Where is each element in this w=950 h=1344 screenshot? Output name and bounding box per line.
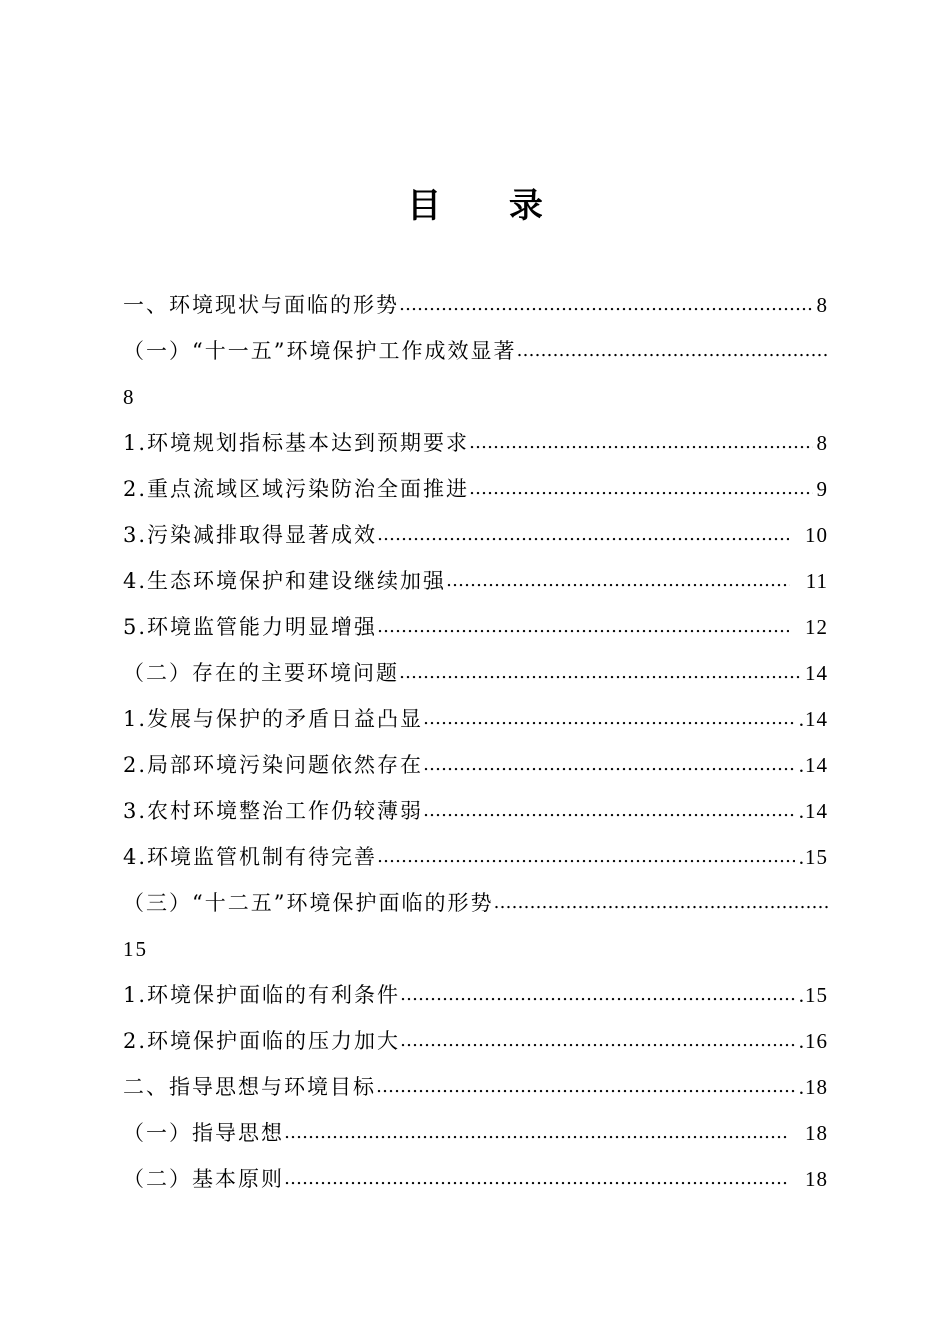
toc-entry-page: 9 [816,477,828,501]
toc-leader-dots [400,1025,795,1057]
toc-entry-text: 2.局部环境污染问题依然存在 [123,753,424,777]
toc-entry-text: 4.环境监管机制有待完善 [123,845,378,869]
toc-entry[interactable] [123,696,828,742]
toc-entry-page: .14 [798,753,828,777]
toc-leader-dots [469,473,812,505]
toc-entry[interactable] [123,1110,828,1156]
toc-entry-text: （二）存在的主要环境问题 [123,661,399,685]
toc-entry-page-wrap[interactable] [123,926,828,972]
page-title: 目 录 [407,186,571,226]
toc-entry[interactable] [123,834,828,880]
toc-entry[interactable] [123,972,828,1018]
toc-entry-text: （二）基本原则 [123,1167,284,1191]
toc-leader-dots [446,565,790,597]
toc-leader-dots [423,703,795,735]
toc-leader-dots [284,1117,789,1149]
toc-leader-dots [516,335,828,367]
toc-entry-page: .15 [798,845,828,869]
toc-entry-text: 3.农村环境整治工作仍较薄弱 [123,799,424,823]
toc-entry[interactable] [123,558,828,604]
toc-leader-dots [400,979,795,1011]
toc-entry-text: 1.发展与保护的矛盾日益凸显 [123,707,424,731]
toc-leader-dots [377,841,795,873]
toc-entry-text: 5.环境监管能力明显增强 [123,615,378,639]
toc-leader-dots [423,749,795,781]
toc-entry[interactable] [123,880,828,926]
toc-entry[interactable] [123,466,828,512]
toc-leader-dots [469,427,812,459]
toc-entry-page: .18 [798,1075,828,1099]
toc-entry-page: 10 [805,523,828,547]
toc-entry-page-wrap[interactable] [123,374,828,420]
toc-entry-text: 一、环境现状与面临的形势 [123,293,399,317]
toc-entry-text: 2.重点流域区域污染防治全面推进 [123,477,470,501]
toc-entry-page: 18 [805,1121,828,1145]
toc-entry-text: 1.环境规划指标基本达到预期要求 [123,431,470,455]
toc-leader-dots [284,1163,789,1195]
toc-entry-page: 14 [805,661,828,685]
toc-leader-dots [399,657,801,689]
table-of-contents [123,282,828,1202]
toc-entry-text: 二、指导思想与环境目标 [123,1075,376,1099]
toc-entry-text: （一）“十一五”环境保护工作成效显著 [123,339,517,363]
toc-entry-text: （三）“十二五”环境保护面临的形势 [123,891,494,915]
toc-entry-page: .14 [798,799,828,823]
toc-entry-page: .14 [798,707,828,731]
toc-entry-page: 8 [123,385,136,409]
toc-entry-page: .16 [798,1029,828,1053]
toc-leader-dots [377,519,789,551]
toc-entry-page: 15 [123,937,148,961]
toc-entry-page: 11 [805,569,828,593]
toc-entry-page: .15 [798,983,828,1007]
toc-entry[interactable] [123,1156,828,1202]
toc-entry[interactable] [123,788,828,834]
toc-entry-text: （一）指导思想 [123,1121,284,1145]
toc-entry-page: 8 [816,293,828,317]
toc-leader-dots [493,887,828,919]
toc-entry[interactable] [123,282,828,328]
toc-entry-page: 12 [805,615,828,639]
toc-leader-dots [376,1071,795,1103]
toc-leader-dots [377,611,789,643]
toc-entry[interactable] [123,512,828,558]
toc-entry-text: 4.生态环境保护和建设继续加强 [123,569,447,593]
toc-leader-dots [423,795,795,827]
toc-entry[interactable] [123,604,828,650]
toc-entry[interactable] [123,650,828,696]
toc-entry-page: 18 [805,1167,828,1191]
toc-entry[interactable] [123,420,828,466]
toc-entry-page: 8 [816,431,828,455]
toc-leader-dots [399,289,813,321]
toc-entry[interactable] [123,1018,828,1064]
toc-entry[interactable] [123,1064,828,1110]
toc-entry[interactable] [123,328,828,374]
toc-entry-text: 1.环境保护面临的有利条件 [123,983,401,1007]
toc-entry-text: 2.环境保护面临的压力加大 [123,1029,401,1053]
toc-entry-text: 3.污染减排取得显著成效 [123,523,378,547]
toc-entry[interactable] [123,742,828,788]
